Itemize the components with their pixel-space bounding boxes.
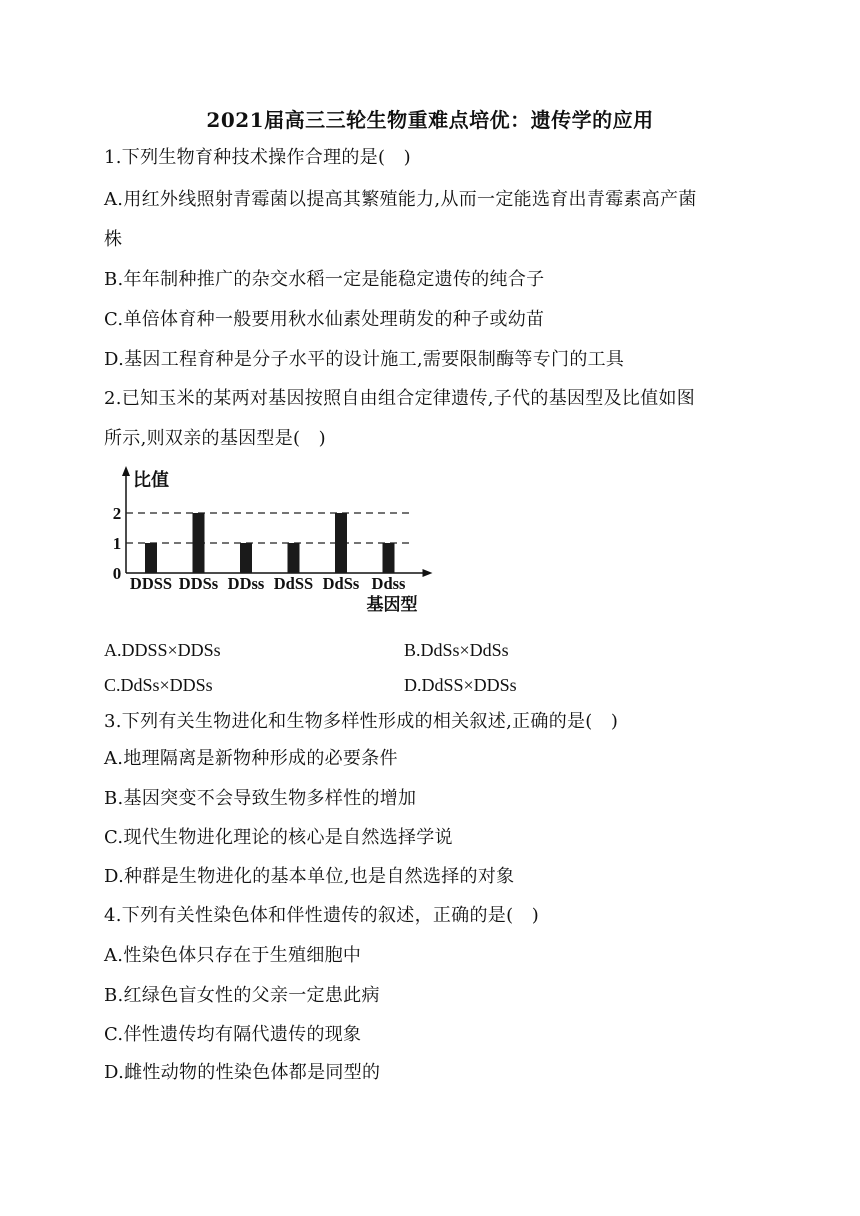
q1-option-a-cont: 株 — [104, 229, 123, 250]
q1-option-c: C.单倍体育种一般要用秋水仙素处理萌发的种子或幼苗 — [104, 309, 545, 330]
q2-option-b: B.DdSs×DdSs — [404, 640, 509, 660]
page-title: 2021届高三三轮生物重难点培优：遗传学的应用 — [206, 108, 654, 132]
y-tick-label: 1 — [112, 534, 122, 553]
x-tick-label: DdSS — [273, 574, 314, 593]
bar-DDSs — [193, 513, 205, 573]
q1-option-d: D.基因工程育种是分子水平的设计施工,需要限制酶等专门的工具 — [104, 349, 625, 370]
q3-option-c: C.现代生物进化理论的核心是自然选择学说 — [104, 827, 453, 848]
q3-stem: 3.下列有关生物进化和生物多样性形成的相关叙述,正确的是( ) — [104, 711, 619, 732]
q2-option-a: A.DDSS×DDSs — [104, 640, 221, 660]
q3-option-d: D.种群是生物进化的基本单位,也是自然选择的对象 — [104, 866, 515, 887]
x-axis-arrow — [423, 569, 433, 577]
q2-option-d: D.DdSS×DDSs — [404, 675, 517, 695]
x-tick-label: Ddss — [371, 574, 406, 593]
y-axis-arrow — [122, 466, 130, 476]
q1-stem: 1.下列生物育种技术操作合理的是( ) — [104, 147, 411, 168]
q2-option-c: C.DdSs×DDSs — [104, 675, 213, 695]
q3-option-b: B.基因突变不会导致生物多样性的增加 — [104, 788, 417, 809]
x-axis-label: 基因型 — [366, 595, 418, 614]
bar-DDSS — [145, 543, 157, 573]
q2-stem: 2.已知玉米的某两对基因按照自由组合定律遗传,子代的基因型及比值如图 — [104, 388, 696, 409]
q3-option-a: A.地理隔离是新物种形成的必要条件 — [104, 748, 398, 769]
q2-stem-cont: 所示,则双亲的基因型是( ) — [104, 428, 326, 449]
x-tick-label: DDSs — [178, 574, 219, 593]
x-tick-label: DdSs — [322, 574, 360, 593]
bar-Ddss — [383, 543, 395, 573]
x-tick-label: DDss — [227, 574, 265, 593]
bar-DDss — [240, 543, 252, 573]
q4-option-d: D.雌性动物的性染色体都是同型的 — [104, 1062, 381, 1083]
q4-option-a: A.性染色体只存在于生殖细胞中 — [104, 945, 362, 966]
q1-option-b: B.年年制种推广的杂交水稻一定是能稳定遗传的纯合子 — [104, 269, 545, 290]
y-tick-label: 2 — [112, 504, 122, 523]
y-tick-label: 0 — [112, 564, 122, 583]
bar-DdSs — [335, 513, 347, 573]
y-axis-label: 比值 — [133, 470, 169, 490]
q4-option-c: C.伴性遗传均有隔代遗传的现象 — [104, 1024, 362, 1045]
q4-option-b: B.红绿色盲女性的父亲一定患此病 — [104, 985, 380, 1006]
q1-option-a: A.用红外线照射青霉菌以提高其繁殖能力,从而一定能选育出青霉素高产菌 — [104, 189, 697, 210]
q4-stem: 4.下列有关性染色体和伴性遗传的叙述，正确的是( ) — [104, 905, 540, 926]
x-tick-label: DDSS — [129, 574, 173, 593]
bar-DdSS — [288, 543, 300, 573]
genotype-ratio-chart — [104, 462, 444, 622]
